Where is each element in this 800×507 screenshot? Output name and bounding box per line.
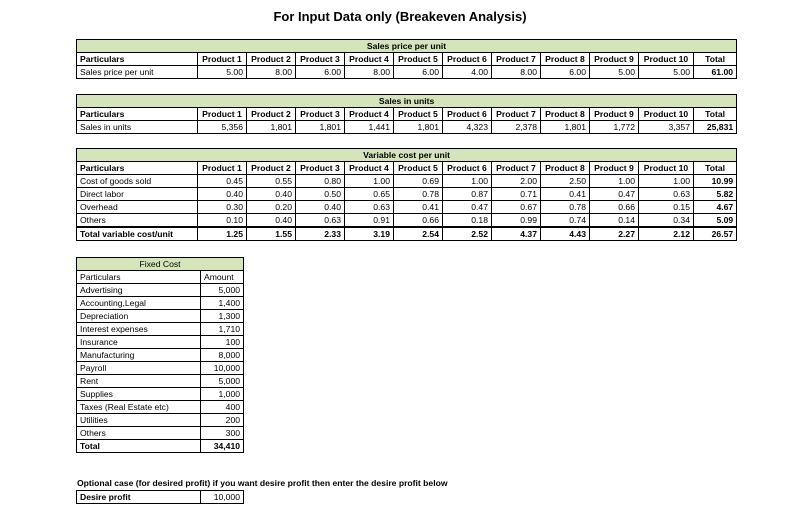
table-row [77,175,737,188]
total-cell: 5.82 [694,188,737,201]
table-row [77,414,244,427]
value-cell[interactable]: 1.00 [590,175,639,188]
value-cell[interactable]: 0.45 [198,175,247,188]
value-cell[interactable]: 2.00 [492,175,541,188]
total-row-value: 2.33 [296,227,345,241]
value-cell[interactable]: 0.63 [296,214,345,228]
sales-units-band: Sales in units [77,95,737,108]
fixed-cost-band: Fixed Cost [77,258,244,271]
fixed-cost-amount[interactable]: 8,000 [201,349,244,362]
fixed-cost-amount[interactable]: 400 [201,401,244,414]
row-label: Overhead [77,201,198,214]
fixed-cost-label: Taxes (Real Estate etc) [77,401,201,414]
value-cell[interactable]: 8.00 [492,66,541,79]
value-cell[interactable]: 0.30 [198,201,247,214]
total-row [77,227,737,241]
value-cell[interactable]: 0.34 [639,214,694,228]
value-cell[interactable]: 0.71 [492,188,541,201]
fixed-cost-label: Payroll [77,362,201,375]
sales-price-table [76,39,737,79]
value-cell[interactable]: 0.10 [198,214,247,228]
row-label: Others [77,214,198,228]
table-row [77,188,737,201]
value-cell[interactable]: 0.99 [492,214,541,228]
column-header: Product 2 [247,53,296,66]
column-header: Total [694,108,737,121]
column-header: Particulars [77,108,198,121]
value-cell[interactable]: 0.40 [296,201,345,214]
table-row [77,66,737,79]
value-cell[interactable]: 1,801 [394,121,443,134]
fixed-cost-label: Utilities [77,414,201,427]
grand-total-cell: 26.57 [694,227,737,241]
value-cell[interactable]: 0.47 [443,201,492,214]
fixed-cost-amount[interactable]: 300 [201,427,244,440]
desire-profit-label: Desire profit [77,491,201,504]
value-cell[interactable]: 0.18 [443,214,492,228]
row-label: Sales price per unit [77,66,198,79]
column-header: Particulars [77,53,198,66]
column-header: Product 7 [492,53,541,66]
value-cell[interactable]: 2.50 [541,175,590,188]
fixed-cost-amount[interactable]: 10,000 [201,362,244,375]
value-cell[interactable]: 0.63 [345,201,394,214]
value-cell[interactable]: 6.00 [296,66,345,79]
column-header: Product 8 [541,53,590,66]
total-row-value: 4.43 [541,227,590,241]
value-cell[interactable]: 0.80 [296,175,345,188]
table-row [77,323,244,336]
column-header: Product 10 [639,108,694,121]
value-cell[interactable]: 0.40 [198,188,247,201]
value-cell[interactable]: 5.00 [590,66,639,79]
desire-profit-table [76,490,244,504]
column-header: Product 4 [345,53,394,66]
variable-cost-table [76,148,737,241]
value-cell[interactable]: 6.00 [394,66,443,79]
column-header: Product 1 [198,53,247,66]
value-cell[interactable]: 0.74 [541,214,590,228]
value-cell[interactable]: 0.66 [394,214,443,228]
column-header: Product 7 [492,162,541,175]
total-cell: 25,831 [694,121,737,134]
table-row [77,427,244,440]
value-cell[interactable]: 1,441 [345,121,394,134]
row-label: Cost of goods sold [77,175,198,188]
value-cell[interactable]: 0.15 [639,201,694,214]
fixed-cost-amount[interactable]: 100 [201,336,244,349]
value-cell[interactable]: 5,356 [198,121,247,134]
value-cell[interactable]: 0.40 [247,188,296,201]
total-cell: 10.99 [694,175,737,188]
table-row [77,401,244,414]
value-cell[interactable]: 0.40 [247,214,296,228]
total-cell: 5.09 [694,214,737,228]
page-title: For Input Data only (Breakeven Analysis) [273,9,527,24]
total-row-value: 2.27 [590,227,639,241]
column-header: Product 7 [492,108,541,121]
total-cell: 61.00 [694,66,737,79]
sales-price-band: Sales price per unit [77,40,737,53]
table-row [77,362,244,375]
value-cell[interactable]: 5.00 [639,66,694,79]
column-header: Product 3 [296,53,345,66]
column-header: Product 6 [443,53,492,66]
column-header: Product 5 [394,53,443,66]
column-header: Product 8 [541,108,590,121]
fixed-cost-label: Rent [77,375,201,388]
value-cell[interactable]: 0.55 [247,175,296,188]
value-cell[interactable]: 0.67 [492,201,541,214]
value-cell[interactable]: 0.41 [541,188,590,201]
fixed-cost-amount[interactable]: 5,000 [201,375,244,388]
column-header: Product 5 [394,162,443,175]
value-cell[interactable]: 4,323 [443,121,492,134]
value-cell[interactable]: 0.69 [394,175,443,188]
value-cell[interactable]: 0.65 [345,188,394,201]
value-cell[interactable]: 1,801 [296,121,345,134]
table-row [77,214,737,228]
value-cell[interactable]: 0.14 [590,214,639,228]
column-header: Product 6 [443,108,492,121]
row-label: Direct labor [77,188,198,201]
fixed-cost-label: Others [77,427,201,440]
column-header: Product 6 [443,162,492,175]
table-row [77,388,244,401]
fixed-cost-amount[interactable]: 1,000 [201,388,244,401]
column-header: Product 3 [296,108,345,121]
value-cell[interactable]: 8.00 [345,66,394,79]
column-header: Product 1 [198,162,247,175]
fixed-cost-col-amount: Amount [201,271,244,284]
value-cell[interactable]: 6.00 [541,66,590,79]
fixed-cost-label: Manufacturing [77,349,201,362]
value-cell[interactable]: 4.00 [443,66,492,79]
column-header: Product 2 [247,162,296,175]
value-cell[interactable]: 1,801 [541,121,590,134]
fixed-cost-amount[interactable]: 200 [201,414,244,427]
fixed-cost-label: Interest expenses [77,323,201,336]
value-cell[interactable]: 0.50 [296,188,345,201]
value-cell[interactable]: 2,378 [492,121,541,134]
table-row [77,297,244,310]
column-header: Product 1 [198,108,247,121]
total-row-label: Total variable cost/unit [77,227,198,241]
value-cell[interactable]: 0.91 [345,214,394,228]
table-row [77,284,244,297]
column-header: Product 10 [639,53,694,66]
column-header: Product 4 [345,162,394,175]
optional-note: Optional case (for desired profit) if you want desire profit then enter the desire profit below [77,478,448,488]
value-cell[interactable]: 1,772 [590,121,639,134]
table-row [77,121,737,134]
value-cell[interactable]: 8.00 [247,66,296,79]
fixed-cost-total-label: Total [77,440,201,453]
column-header: Product 5 [394,108,443,121]
column-header: Total [694,53,737,66]
fixed-cost-amount[interactable]: 1,300 [201,310,244,323]
table-row [77,375,244,388]
value-cell[interactable]: 1,801 [247,121,296,134]
desire-profit-input[interactable]: 10,000 [201,491,244,504]
sales-units-table [76,94,737,134]
fixed-cost-amount[interactable]: 5,000 [201,284,244,297]
value-cell[interactable]: 0.20 [247,201,296,214]
value-cell[interactable]: 3,357 [639,121,694,134]
value-cell[interactable]: 1.00 [639,175,694,188]
total-row-value: 4.37 [492,227,541,241]
variable-cost-band: Variable cost per unit [77,149,737,162]
fixed-cost-table [76,257,244,453]
row-label: Sales in units [77,121,198,134]
total-row-value: 2.12 [639,227,694,241]
value-cell[interactable]: 0.47 [590,188,639,201]
value-cell[interactable]: 1.00 [443,175,492,188]
value-cell[interactable]: 0.63 [639,188,694,201]
total-row-value: 3.19 [345,227,394,241]
table-row [77,336,244,349]
value-cell[interactable]: 0.41 [394,201,443,214]
column-header: Product 3 [296,162,345,175]
fixed-cost-total-amount: 34,410 [201,440,244,453]
total-cell: 4.67 [694,201,737,214]
column-header: Product 2 [247,108,296,121]
fixed-cost-col-particulars: Particulars [77,271,201,284]
fixed-cost-amount[interactable]: 1,400 [201,297,244,310]
column-header: Product 4 [345,108,394,121]
total-row-value: 2.52 [443,227,492,241]
value-cell[interactable]: 0.87 [443,188,492,201]
table-row [77,310,244,323]
table-row [77,201,737,214]
fixed-cost-label: Depreciation [77,310,201,323]
column-header: Product 8 [541,162,590,175]
fixed-cost-label: Insurance [77,336,201,349]
value-cell[interactable]: 0.78 [541,201,590,214]
column-header: Product 9 [590,108,639,121]
column-header: Product 9 [590,53,639,66]
total-row-value: 2.54 [394,227,443,241]
table-row [77,349,244,362]
total-row-value: 1.25 [198,227,247,241]
total-row-value: 1.55 [247,227,296,241]
column-header: Product 10 [639,162,694,175]
value-cell[interactable]: 1.00 [345,175,394,188]
column-header: Particulars [77,162,198,175]
fixed-cost-label: Supplies [77,388,201,401]
fixed-cost-label: Accounting,Legal [77,297,201,310]
value-cell[interactable]: 0.78 [394,188,443,201]
value-cell[interactable]: 0.66 [590,201,639,214]
column-header: Total [694,162,737,175]
column-header: Product 9 [590,162,639,175]
fixed-cost-label: Advertising [77,284,201,297]
fixed-cost-amount[interactable]: 1,710 [201,323,244,336]
value-cell[interactable]: 5.00 [198,66,247,79]
